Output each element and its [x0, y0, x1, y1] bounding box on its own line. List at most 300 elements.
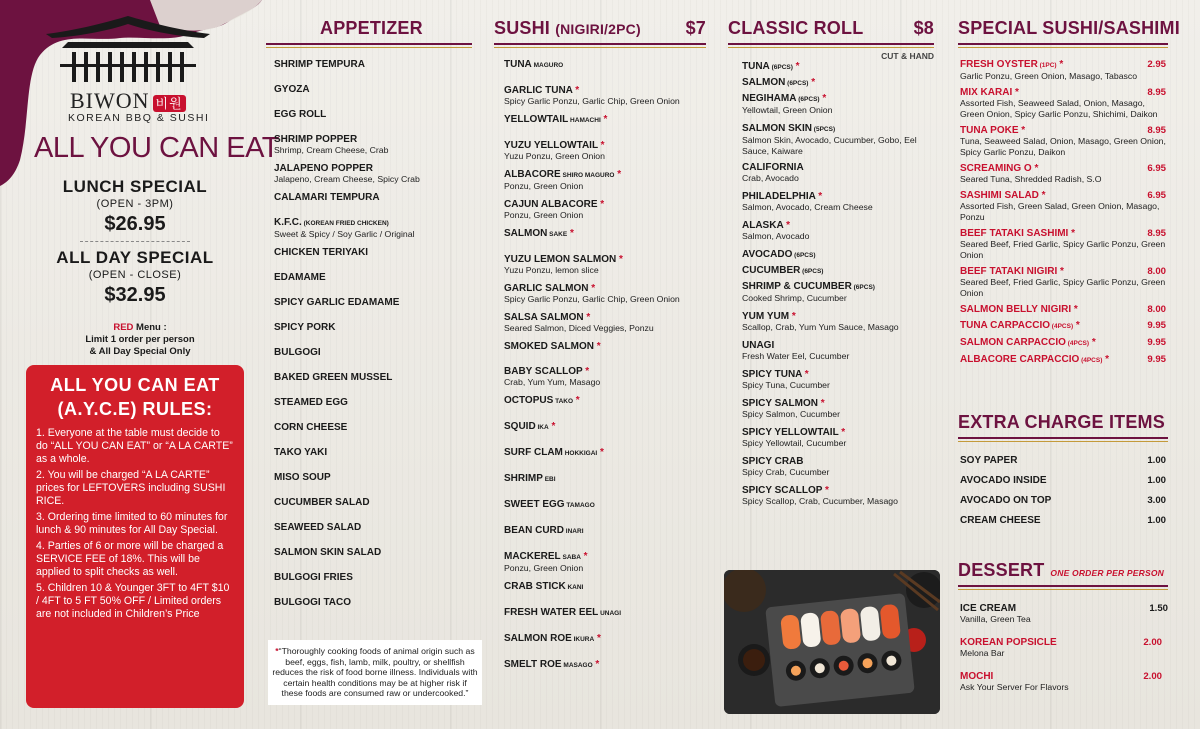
classic-roll-item [742, 162, 934, 184]
sushi-item [504, 607, 706, 619]
appetizer-item-name: TAKO YAKI [274, 447, 328, 458]
asterisk-icon: * [822, 485, 829, 496]
sushi-item [504, 499, 706, 511]
brand-name: BIWON 비원 [70, 88, 186, 114]
classic-roll-title: CLASSIC ROLL $8 [728, 18, 934, 45]
appetizer-item [274, 134, 472, 156]
sushi-item-note: INARI [564, 528, 584, 535]
sushi-item-name: YUZU YELLOWTAIL * [504, 140, 605, 151]
appetizer-item-name: BULGOGI FRIES [274, 572, 353, 583]
classic-roll-item-desc: Spicy Tuna, Cucumber [742, 380, 830, 390]
appetizer-item-name: SHRIMP POPPER [274, 134, 358, 145]
classic-roll-item-desc: Spicy Crab, Cucumber [742, 467, 830, 477]
asterisk-icon: * [802, 369, 809, 380]
classic-roll-item-desc: Scallop, Crab, Yum Yum Sauce, Masago [742, 322, 899, 332]
sushi-item [504, 199, 706, 221]
dessert-item-name: KOREAN POPSICLE [960, 637, 1057, 648]
sushi-item-note: EBI [542, 476, 556, 483]
divider [80, 241, 190, 242]
classic-roll-item-note: (6PCS) [792, 252, 816, 259]
sushi-item [504, 140, 706, 162]
special-item [960, 266, 1166, 299]
special-item-name: SASHIMI SALAD * [960, 190, 1046, 201]
sushi-item-note: UNAGI [598, 610, 622, 617]
extra-item-name: AVOCADO INSIDE [960, 475, 1047, 486]
appetizer-item-name: CALAMARI TEMPURA [274, 192, 380, 203]
sushi-item-name: BEAN CURD INARI [504, 525, 584, 536]
classic-roll-item-desc: Spicy Yellowtail, Cucumber [742, 438, 847, 448]
asterisk-icon: * [1089, 337, 1096, 348]
sushi-item [504, 85, 706, 107]
extra-item-price: 1.00 [1147, 515, 1166, 526]
classic-roll-item-note: (6PCS) [800, 268, 824, 275]
lunch-special-title: LUNCH SPECIAL [62, 177, 208, 196]
sushi-item-name: BABY SCALLOP * [504, 366, 590, 377]
extra-item-name: CREAM CHEESE [960, 515, 1041, 526]
sushi-item-note: MASAGO [561, 662, 593, 669]
sushi-item-desc: Spicy Garlic Ponzu, Garlic Chip, Green Onion [504, 96, 680, 106]
sushi-section [494, 18, 706, 685]
asterisk-icon: * [1056, 59, 1064, 70]
appetizer-item [274, 109, 472, 120]
appetizer-item [274, 59, 472, 70]
special-item [960, 304, 1166, 315]
special-item-name: SCREAMING O * [960, 163, 1039, 174]
all-day-special-price: $32.95 [104, 284, 166, 306]
classic-roll-item-desc: Spicy Salmon, Cucumber [742, 409, 841, 419]
dessert-item-desc: Melona Bar [960, 648, 1005, 658]
ayce-rules-box [26, 365, 244, 708]
classic-roll-item-name: SPICY SALMON * [742, 398, 825, 409]
rules-title-2: (A.Y.C.E) RULES: [57, 399, 213, 419]
sushi-item-note: MAGURO [531, 62, 564, 69]
all-you-can-eat-heading: ALL YOU CAN EAT [34, 132, 279, 164]
classic-roll-item-name: SHRIMP & CUCUMBER (6PCS) [742, 281, 875, 292]
asterisk-icon: * [819, 93, 827, 104]
classic-roll-item-name: PHILADELPHIA * [742, 191, 823, 202]
rules-list [36, 427, 234, 621]
sushi-item-note: KANI [565, 584, 584, 591]
special-sushi-list [958, 59, 1168, 366]
appetizer-item-name: SEAWEED SALAD [274, 522, 362, 533]
asterisk-icon: * [815, 191, 823, 202]
lunch-special-hours: (OPEN - 3PM) [96, 198, 174, 210]
extra-item [960, 515, 1166, 526]
asterisk-icon: * [616, 254, 623, 265]
special-item-name: BEEF TATAKI NIGIRI * [960, 266, 1064, 277]
classic-roll-item-name: TUNA (6PCS) * [742, 61, 800, 72]
dessert-item-name: ICE CREAM [960, 603, 1017, 614]
sushi-item-name: YELLOWTAIL HAMACHI * [504, 114, 608, 125]
rule-item: 2. You will be charged “A LA CARTE” prices for LEFTOVERS including SUSHI RICE. [36, 469, 226, 507]
special-item-note: (4PCS) [1050, 323, 1074, 330]
rules-title-1: ALL YOU CAN EAT [50, 375, 220, 395]
classic-roll-item [742, 191, 934, 213]
special-item-name: TUNA CARPACCIO (4PCS) * [960, 320, 1080, 331]
asterisk-icon: * [1068, 228, 1076, 239]
appetizer-item [274, 217, 472, 240]
sushi-item-note: TAKO [553, 398, 574, 405]
rule-item: 3. Ordering time limited to 60 minutes for lunch & 90 minutes for All Day Special. [36, 511, 228, 536]
sushi-item-desc: Yuzu Ponzu, lemon slice [504, 265, 599, 275]
sushi-item [504, 633, 706, 645]
dessert-item-name: MOCHI [960, 671, 994, 682]
special-item-name: ALBACORE CARPACCIO (4PCS) * [960, 354, 1110, 365]
special-item-desc: Assorted Fish, Seaweed Salad, Onion, Masago, Green Onion, Spicy Garlic Ponzu, Shichimi, Daikon [960, 98, 1158, 119]
appetizer-item [274, 192, 472, 203]
dessert-note: ONE ORDER PER PERSON [1050, 568, 1164, 578]
sushi-item [504, 551, 706, 574]
asterisk-icon: * [1073, 320, 1080, 331]
appetizer-item [274, 472, 472, 483]
dessert-item [960, 603, 1168, 625]
sushi-item [504, 114, 706, 126]
sushi-item-name: SMELT ROE MASAGO * [504, 659, 600, 670]
appetizer-item-name: SALMON SKIN SALAD [274, 547, 382, 558]
classic-roll-item-name: YUM YUM * [742, 311, 796, 322]
special-item [960, 59, 1166, 82]
sushi-item-note: SABA [560, 554, 581, 561]
classic-roll-item-name: AVOCADO (6PCS) [742, 249, 816, 260]
sushi-item-desc: Seared Salmon, Diced Veggies, Ponzu [504, 323, 654, 333]
asterisk-icon: * [838, 427, 846, 438]
dessert-title: DESSERT ONE ORDER PER PERSON [958, 560, 1168, 587]
appetizer-item-name: STEAMED EGG [274, 397, 348, 408]
sushi-item [504, 169, 706, 192]
special-item-desc: Garlic Ponzu, Green Onion, Masago, Tabasco [960, 71, 1138, 81]
special-item-note: (4PCS) [1065, 340, 1090, 347]
appetizer-item [274, 597, 472, 608]
dessert-item-price: 2.00 [1143, 637, 1162, 648]
asterisk-icon: * [592, 659, 600, 670]
appetizer-item [274, 247, 472, 258]
special-item [960, 163, 1166, 185]
dessert-item-desc: Vanilla, Green Tea [960, 614, 1031, 624]
appetizer-item-desc: Sweet & Spicy / Soy Garlic / Original [274, 229, 415, 239]
sushi-item-note: HAMACHI [568, 117, 601, 124]
classic-roll-item-name: SALMON SKIN (5PCS) [742, 123, 836, 134]
asterisk-icon: * [583, 312, 591, 323]
asterisk-icon: * [597, 447, 604, 458]
lunch-special-price: $26.95 [104, 213, 166, 235]
sushi-item [504, 473, 706, 485]
sushi-item [504, 312, 706, 334]
classic-roll-item [742, 369, 934, 391]
sushi-item-note: SHIRO MAGURO [560, 172, 615, 179]
classic-roll-item-name: SPICY YELLOWTAIL * [742, 427, 846, 438]
appetizer-item-name: GYOZA [274, 84, 310, 95]
special-item-price: 9.95 [1147, 320, 1166, 331]
special-item-name: TUNA POKE * [960, 125, 1026, 136]
classic-roll-item [742, 340, 934, 362]
all-day-special-title: ALL DAY SPECIAL [56, 248, 214, 267]
all-day-special [30, 248, 240, 307]
appetizer-item-name: SPICY PORK [274, 322, 336, 333]
classic-roll-item-note: (6PCS) [785, 80, 809, 87]
special-item-desc: Assorted Fish, Green Salad, Green Onion, Masago, Ponzu [960, 201, 1160, 222]
dessert-item-price: 2.00 [1143, 671, 1162, 682]
asterisk-icon: * [1031, 163, 1039, 174]
sushi-item-note: TAMAGO [564, 502, 595, 509]
appetizer-item-name: MISO SOUP [274, 472, 331, 483]
appetizer-title: APPETIZER [266, 18, 472, 45]
special-item-price: 8.95 [1147, 87, 1166, 98]
classic-roll-item-name: NEGIHAMA (6PCS) * [742, 93, 827, 104]
sushi-item [504, 366, 706, 388]
sushi-item-name: YUZU LEMON SALMON * [504, 254, 623, 265]
classic-roll-price: $8 [913, 18, 934, 38]
appetizer-item-name: SPICY GARLIC EDAMAME [274, 297, 400, 308]
appetizer-item [274, 522, 472, 533]
classic-roll-item-name: SPICY CRAB [742, 456, 804, 467]
asterisk-icon: * [573, 395, 580, 406]
appetizer-item-name: BULGOGI TACO [274, 597, 352, 608]
classic-roll-item-desc: Fresh Water Eel, Cucumber [742, 351, 850, 361]
appetizer-item [274, 547, 472, 558]
sushi-platter-photo [724, 570, 940, 714]
dessert-item [960, 671, 1162, 693]
extra-charge-list [958, 455, 1168, 526]
special-item-note: (4PCS) [1079, 357, 1103, 364]
sushi-item [504, 581, 706, 593]
sushi-item [504, 525, 706, 537]
dessert-list [958, 603, 1168, 693]
special-sushi-title: SPECIAL SUSHI/SASHIMI [958, 18, 1168, 45]
sushi-item-desc: Yuzu Ponzu, Green Onion [504, 151, 605, 161]
extra-item [960, 475, 1166, 486]
sushi-item-desc: Ponzu, Green Onion [504, 181, 584, 191]
restaurant-logo [28, 12, 228, 132]
appetizer-section [266, 18, 472, 622]
classic-roll-item-note: (5PCS) [812, 126, 836, 133]
sushi-item-note: IKURA [571, 636, 595, 643]
extra-item-price: 1.00 [1147, 455, 1166, 466]
appetizer-item-name: K.F.C. (KOREAN FRIED CHICKEN) [274, 217, 389, 228]
extra-item-price: 1.00 [1147, 475, 1166, 486]
classic-roll-item-note: (6PCS) [769, 64, 793, 71]
all-day-special-hours: (OPEN - CLOSE) [88, 269, 182, 281]
special-item-price: 8.00 [1147, 266, 1166, 277]
special-item-price: 6.95 [1147, 163, 1166, 174]
asterisk-icon: * [614, 169, 622, 180]
lunch-special [30, 177, 240, 236]
classic-roll-item [742, 77, 934, 89]
classic-roll-section [728, 18, 934, 514]
red-note-line1: Menu : [133, 322, 167, 333]
special-item-price: 9.95 [1147, 337, 1166, 348]
appetizer-item [274, 297, 472, 308]
special-item-price: 2.95 [1147, 59, 1166, 70]
sushi-item [504, 59, 706, 71]
sushi-item [504, 254, 706, 276]
appetizer-item [274, 322, 472, 333]
appetizer-item-name: EGG ROLL [274, 109, 327, 120]
sushi-item-note: SAKE [547, 231, 568, 238]
asterisk-icon: * [548, 421, 556, 432]
asterisk-icon: * [1102, 354, 1110, 365]
sushi-item-name: GARLIC TUNA * [504, 85, 580, 96]
appetizer-list [266, 59, 472, 608]
sushi-item-name: CAJUN ALBACORE * [504, 199, 605, 210]
sushi-item-desc: Ponzu, Green Onion [504, 210, 584, 220]
classic-roll-item-desc: Crab, Avocado [742, 173, 799, 183]
asterisk-icon: * [783, 220, 790, 231]
appetizer-item-name: JALAPENO POPPER [274, 163, 373, 174]
special-item-name: SALMON CARPACCIO (4PCS) * [960, 337, 1096, 348]
appetizer-item-name: BAKED GREEN MUSSEL [274, 372, 393, 383]
sushi-item-name: ALBACORE SHIRO MAGURO * [504, 169, 622, 180]
classic-roll-item [742, 281, 934, 304]
appetizer-item [274, 372, 472, 383]
appetizer-item [274, 497, 472, 508]
classic-roll-item [742, 220, 934, 242]
classic-roll-item [742, 456, 934, 478]
asterisk-icon: * [600, 114, 608, 125]
classic-roll-item-name: SPICY SCALLOP * [742, 485, 829, 496]
sushi-item [504, 421, 706, 433]
extra-item-name: SOY PAPER [960, 455, 1018, 466]
asterisk-icon: * [582, 366, 590, 377]
sushi-item-desc: Spicy Garlic Ponzu, Garlic Chip, Green Onion [504, 294, 680, 304]
asterisk-icon: * [789, 311, 796, 322]
appetizer-item-name: CHICKEN TERIYAKI [274, 247, 369, 258]
rule-item: 1. Everyone at the table must decide to do “ALL YOU CAN EAT” or “A LA CARTE” as a whole. [36, 427, 233, 465]
asterisk-icon: * [594, 633, 601, 644]
asterisk-icon: * [594, 341, 601, 352]
special-item-name: SALMON BELLY NIGIRI * [960, 304, 1078, 315]
classic-roll-item-name: ALASKA * [742, 220, 790, 231]
asterisk-icon: * [1018, 125, 1026, 136]
sushi-item-name: OCTOPUS TAKO * [504, 395, 580, 406]
asterisk-icon: * [1012, 87, 1019, 98]
classic-roll-item [742, 249, 934, 261]
sushi-item-desc: Crab, Yum Yum, Masago [504, 377, 601, 387]
asterisk-icon: * [792, 61, 800, 72]
sushi-item-name: SMOKED SALMON * [504, 341, 601, 352]
special-item [960, 354, 1166, 366]
appetizer-item [274, 272, 472, 283]
special-item-name: MIX KARAI * [960, 87, 1019, 98]
asterisk-icon: * [1057, 266, 1064, 277]
sushi-item [504, 283, 706, 305]
classic-roll-item [742, 398, 934, 420]
special-sushi-section [958, 18, 1180, 371]
special-item-name: BEEF TATAKI SASHIMI * [960, 228, 1076, 239]
appetizer-item-note: (KOREAN FRIED CHICKEN) [301, 220, 389, 227]
dessert-item [960, 637, 1162, 659]
extra-item [960, 455, 1166, 466]
special-item-desc: Seared Beef, Fried Garlic, Spicy Garlic Ponzu, Green Onion [960, 277, 1166, 298]
sushi-item-name: SQUID IKA * [504, 421, 556, 432]
red-menu-note [40, 322, 240, 358]
special-item [960, 87, 1166, 120]
special-item [960, 190, 1166, 223]
special-item-desc: Seared Beef, Fried Garlic, Spicy Garlic Ponzu, Green Onion [960, 239, 1166, 260]
appetizer-item-name: CUCUMBER SALAD [274, 497, 370, 508]
asterisk-icon: * [1071, 304, 1078, 315]
appetizer-item [274, 163, 472, 185]
classic-roll-item-desc: Salmon, Avocado [742, 231, 810, 241]
dessert-item-price: 1.50 [1149, 603, 1168, 614]
special-item-price: 8.95 [1147, 125, 1166, 136]
special-item-desc: Seared Tuna, Shredded Radish, S.O [960, 174, 1102, 184]
sushi-item [504, 659, 706, 671]
red-note-line2: Limit 1 order per person [85, 334, 195, 345]
red-word: RED [113, 322, 134, 333]
pagoda-roof-icon [38, 12, 218, 90]
appetizer-item-name: SHRIMP TEMPURA [274, 59, 365, 70]
classic-roll-item-desc: Cooked Shrimp, Cucumber [742, 293, 847, 303]
classic-roll-item [742, 427, 934, 449]
extra-item [960, 495, 1166, 506]
extra-charge-title: EXTRA CHARGE ITEMS [958, 412, 1168, 439]
asterisk-icon: * [275, 646, 279, 656]
special-item-price: 8.00 [1147, 304, 1166, 315]
sushi-item-name: TUNA MAGURO [504, 59, 564, 70]
asterisk-icon: * [597, 140, 605, 151]
appetizer-item [274, 572, 472, 583]
appetizer-item [274, 84, 472, 95]
brand-hangul-badge: 비원 [153, 95, 186, 112]
sushi-item-name: SHRIMP EBI [504, 473, 556, 484]
sushi-item-name: SALSA SALMON * [504, 312, 591, 323]
brand-subtitle: KOREAN BBQ & SUSHI [68, 112, 210, 124]
extra-item-name: AVOCADO ON TOP [960, 495, 1052, 506]
sushi-item-name: SALMON SAKE * [504, 228, 574, 239]
special-item-name: FRESH OYSTER (1PC) * [960, 59, 1064, 70]
appetizer-item-name: EDAMAME [274, 272, 326, 283]
asterisk-icon: * [817, 398, 825, 409]
sushi-item-note: IKA [535, 424, 549, 431]
sushi-item [504, 395, 706, 407]
sushi-item [504, 228, 706, 240]
appetizer-item [274, 447, 472, 458]
classic-roll-item [742, 311, 934, 333]
sushi-item-name: GARLIC SALMON * [504, 283, 596, 294]
red-note-line3: & All Day Special Only [89, 346, 191, 357]
appetizer-item [274, 422, 472, 433]
special-item [960, 320, 1166, 332]
special-item-price: 9.95 [1147, 354, 1166, 365]
asterisk-icon: * [567, 228, 574, 239]
appetizer-item-name: CORN CHEESE [274, 422, 348, 433]
special-item [960, 228, 1166, 261]
sushi-item-name: CRAB STICK KANI [504, 581, 584, 592]
classic-roll-item [742, 265, 934, 277]
appetizer-item-name: BULGOGI [274, 347, 321, 358]
classic-roll-list [728, 61, 934, 507]
cut-and-hand-label: CUT & HAND [881, 51, 934, 61]
asterisk-icon: * [597, 199, 605, 210]
sushi-title: SUSHI (NIGIRI/2PC) $7 [494, 18, 706, 45]
asterisk-icon: * [580, 551, 588, 562]
classic-roll-item [742, 485, 934, 507]
appetizer-item [274, 347, 472, 358]
asterisk-icon: * [588, 283, 596, 294]
appetizer-item [274, 397, 472, 408]
food-safety-note: *“Thoroughly cooking foods of animal origin such as beef, eggs, fish, lamb, milk, poultry, or shellfish reduces the risk of food borne illness. Individuals with certain health conditions may be at higher risk if these foods are consumed raw or undercooked.” [268, 640, 482, 705]
sushi-item-note: HOKKIGAI [562, 450, 598, 457]
sushi-list [494, 59, 706, 671]
classic-roll-item-name: SALMON (6PCS) * [742, 77, 816, 88]
extra-item-price: 3.00 [1147, 495, 1166, 506]
classic-roll-item-name: UNAGI [742, 340, 775, 351]
classic-roll-item-note: (6PCS) [796, 96, 820, 103]
sushi-item-name: SALMON ROE IKURA * [504, 633, 601, 644]
rule-item: 4. Parties of 6 or more will be charged a SERVICE FEE of 18%. This will be applied to split checks as well. [36, 540, 224, 578]
sushi-item-name: SWEET EGG TAMAGO [504, 499, 595, 510]
sushi-item-name: SURF CLAM HOKKIGAI * [504, 447, 604, 458]
